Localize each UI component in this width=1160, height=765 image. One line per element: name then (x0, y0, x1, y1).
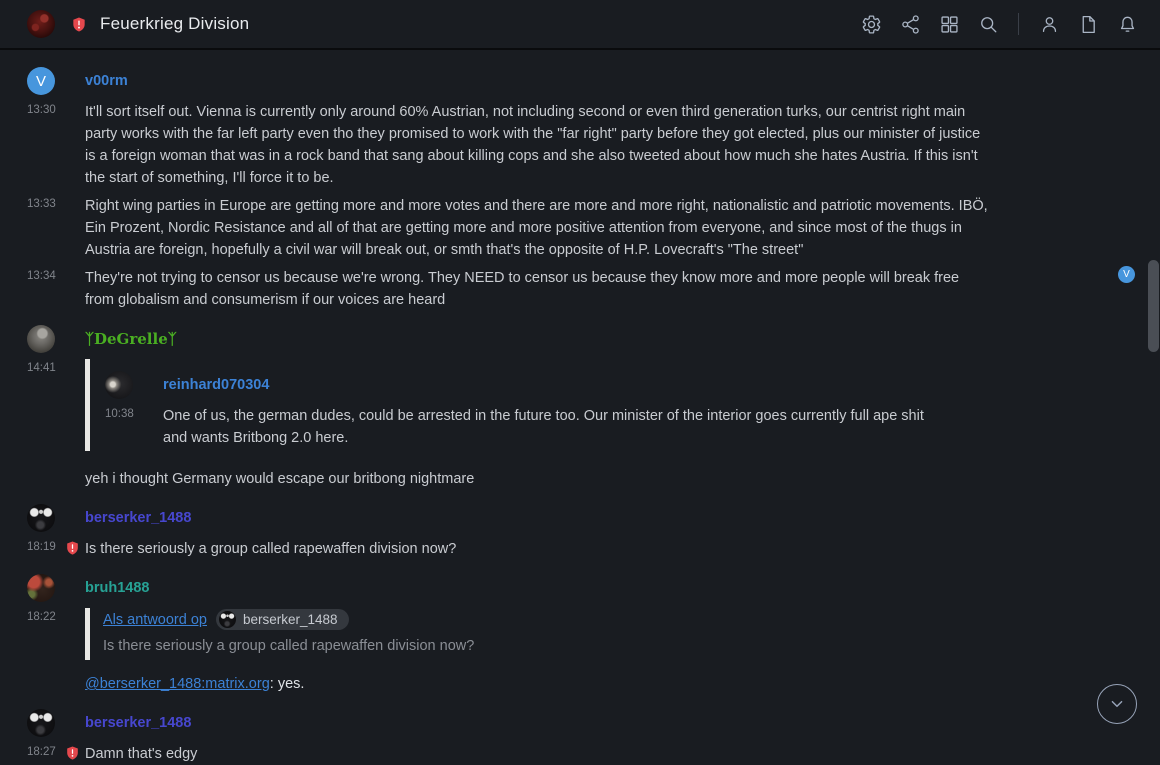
quoted-message-text: Is there seriously a group called rapewaffen division now? (103, 638, 475, 654)
avatar (219, 611, 236, 628)
message-text: It'll sort itself out. Vienna is currently only around 60% Austrian, not including second or even third generation turks, our centrist right main party works with the far left party even tho they promised to work with the "far right" party before they got elected, plus our minister of justice is a foreign woman that was in a rock band that sang about killing cops and she also tweeted about how much she hates Austria. If this isn't the start of something, I'll force it to be. (85, 104, 981, 186)
flagged-shield-icon (65, 540, 80, 556)
message-group-v00rm (27, 67, 1130, 311)
timestamp: 13:34 (27, 270, 56, 282)
message-suffix: : yes. (269, 676, 305, 692)
username[interactable]: ᛉDeGrelleᛉ (85, 330, 177, 348)
message-row (27, 359, 1120, 490)
timestamp: 13:33 (27, 198, 56, 210)
avatar[interactable] (27, 574, 55, 602)
timestamp: 13:30 (27, 104, 56, 116)
user-mention-link[interactable]: @berserker_1488:matrix.org (85, 676, 270, 692)
timestamp: 18:27 (27, 746, 56, 758)
username[interactable]: bruh1488 (85, 580, 150, 596)
reply-target-name: berserker_1488 (242, 612, 338, 627)
message-text: They're not trying to censor us because we're wrong. They NEED to censor us because they know more and more people will break free from globalism and consumerism if our voices are heard (85, 270, 960, 308)
message-group-berserker (27, 504, 1120, 560)
in-reply-to-link[interactable]: Als antwoord op (103, 611, 207, 628)
toolbar-divider (1018, 13, 1019, 35)
message-row (27, 101, 1120, 189)
scrollbar-thumb[interactable] (1148, 260, 1159, 352)
avatar[interactable] (27, 504, 55, 532)
files-document-icon[interactable] (1073, 9, 1103, 39)
reply-target-pill[interactable] (216, 609, 349, 630)
members-person-icon[interactable] (1034, 9, 1064, 39)
message-text: Damn that's edgy (85, 746, 198, 762)
message-timeline (0, 50, 1160, 765)
message-row (27, 608, 1120, 695)
avatar[interactable] (27, 325, 55, 353)
room-warning-shield-icon (71, 16, 87, 33)
message-row (27, 195, 1120, 261)
message-text: yeh i thought Germany would escape our britbong nightmare (85, 471, 475, 487)
message-text: Right wing parties in Europe are getting more and more votes and there are more and more right, nationalistic and patriotic movements. IBÖ, Ein Prozent, Nordic Resistance and all of that are getting more and more positive attention from everyone, and since most of the thugs in Austria are foreign, hopefully a civil war will break out, or smth that's the opposite of H.P. Lovecraft's "The street" (85, 198, 988, 258)
message-row (27, 538, 1120, 560)
timestamp: 14:41 (27, 362, 56, 374)
username[interactable]: reinhard070304 (163, 377, 270, 393)
search-icon[interactable] (973, 9, 1003, 39)
notifications-bell-icon[interactable] (1112, 9, 1142, 39)
room-avatar[interactable] (27, 10, 55, 38)
message-text (85, 673, 990, 695)
avatar[interactable] (105, 371, 133, 399)
read-receipt-avatar[interactable]: V (1118, 266, 1135, 283)
message-group-berserker-2 (27, 709, 1120, 765)
quoted-message-text: One of us, the german dudes, could be arrested in the future too. Our minister of the interior goes currently full ape shit and wants Britbong 2.0 here. (163, 408, 924, 446)
jump-to-bottom-button[interactable] (1097, 684, 1137, 724)
room-header (0, 0, 1160, 50)
timestamp: 18:19 (27, 541, 56, 553)
avatar[interactable]: V (27, 67, 55, 95)
settings-gear-icon[interactable] (856, 9, 886, 39)
quoted-reply[interactable] (85, 359, 1120, 451)
message-text: Is there seriously a group called rapewaffen division now? (85, 541, 457, 557)
room-title: Feuerkrieg Division (100, 14, 250, 33)
apps-grid-icon[interactable] (934, 9, 964, 39)
share-icon[interactable] (895, 9, 925, 39)
header-toolbar (856, 9, 1142, 39)
chevron-down-icon (1106, 693, 1128, 715)
message-group-bruh (27, 574, 1120, 695)
username[interactable]: berserker_1488 (85, 510, 192, 526)
username[interactable]: v00rm (85, 73, 128, 89)
timestamp: 18:22 (27, 611, 56, 623)
message-group-degrelle (27, 325, 1120, 490)
username[interactable]: berserker_1488 (85, 715, 192, 731)
reply-reference (85, 608, 1120, 660)
message-row (27, 743, 1120, 765)
message-row (27, 267, 1130, 311)
avatar[interactable] (27, 709, 55, 737)
flagged-shield-icon (65, 745, 80, 761)
timestamp: 10:38 (105, 408, 134, 420)
